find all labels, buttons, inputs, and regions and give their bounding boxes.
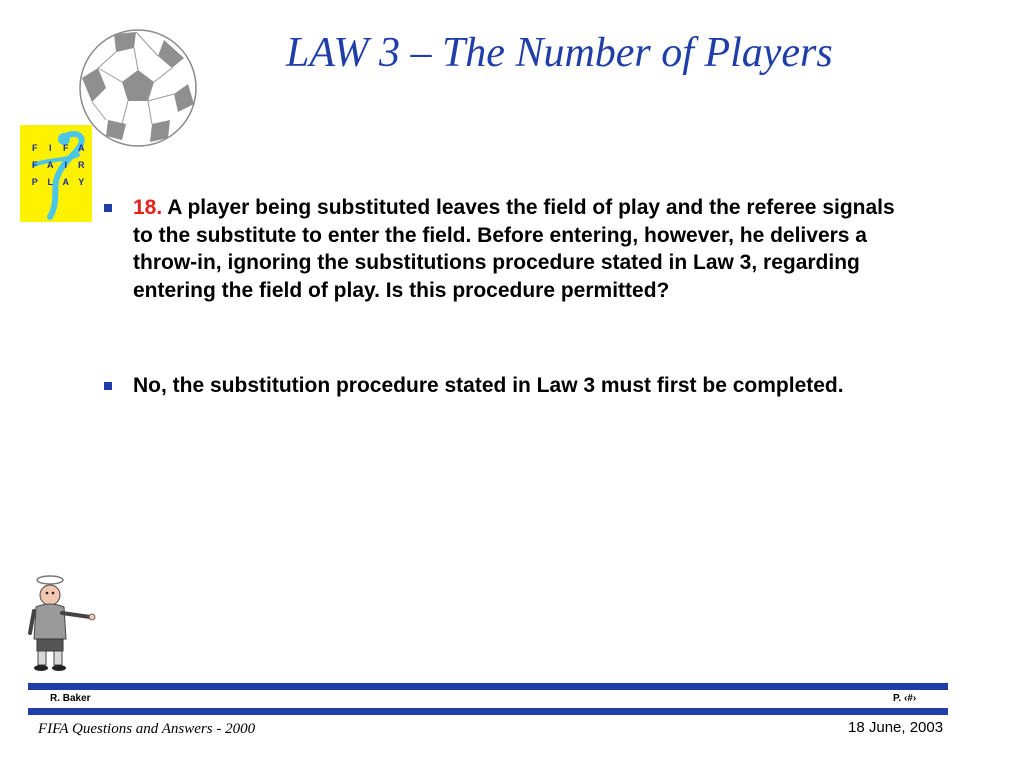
square-bullet-icon bbox=[104, 204, 112, 212]
soccer-ball-icon bbox=[78, 28, 198, 148]
footer-bar-top bbox=[28, 683, 948, 690]
footer-author: R. Baker bbox=[50, 693, 91, 704]
question-number: 18. bbox=[133, 196, 163, 219]
question-text: A player being substituted leaves the field of play and the referee signals to the substitute to enter the field. Before entering, however, he delivers a throw-in, ignoring the substitutions procedure stated in Law 3, regarding entering the field of play. Is this procedure permitted? bbox=[133, 196, 895, 303]
footer-page-number: P. ‹#› bbox=[893, 693, 917, 704]
footer-bar-bottom bbox=[28, 708, 948, 715]
square-bullet-icon bbox=[104, 382, 112, 390]
logo-letter: A bbox=[62, 177, 69, 187]
logo-letter: L bbox=[47, 177, 53, 187]
question-item bbox=[100, 194, 920, 305]
logo-letter: F bbox=[32, 160, 38, 170]
slide-body bbox=[100, 194, 920, 400]
logo-letter: P bbox=[31, 177, 38, 187]
answer-text: No, the substitution procedure stated in Law 3 must first be completed. bbox=[133, 373, 844, 397]
logo-letter: R bbox=[78, 160, 85, 170]
logo-letter: A bbox=[47, 160, 54, 170]
logo-letter: I bbox=[64, 160, 67, 170]
footer-presentation-title: FIFA Questions and Answers - 2000 bbox=[38, 721, 256, 737]
logo-letter: I bbox=[48, 143, 52, 153]
fifa-fair-play-logo bbox=[20, 125, 92, 222]
referee-cartoon-icon bbox=[28, 573, 98, 673]
logo-letter: F bbox=[32, 143, 38, 153]
footer-date: 18 June, 2003 bbox=[848, 719, 944, 736]
logo-letter: A bbox=[78, 143, 85, 153]
fair-play-letters bbox=[27, 143, 89, 187]
logo-letter: F bbox=[63, 143, 69, 153]
page-title: LAW 3 – The Number of Players bbox=[286, 30, 833, 76]
answer-item bbox=[100, 372, 920, 400]
logo-letter: Y bbox=[78, 177, 85, 187]
